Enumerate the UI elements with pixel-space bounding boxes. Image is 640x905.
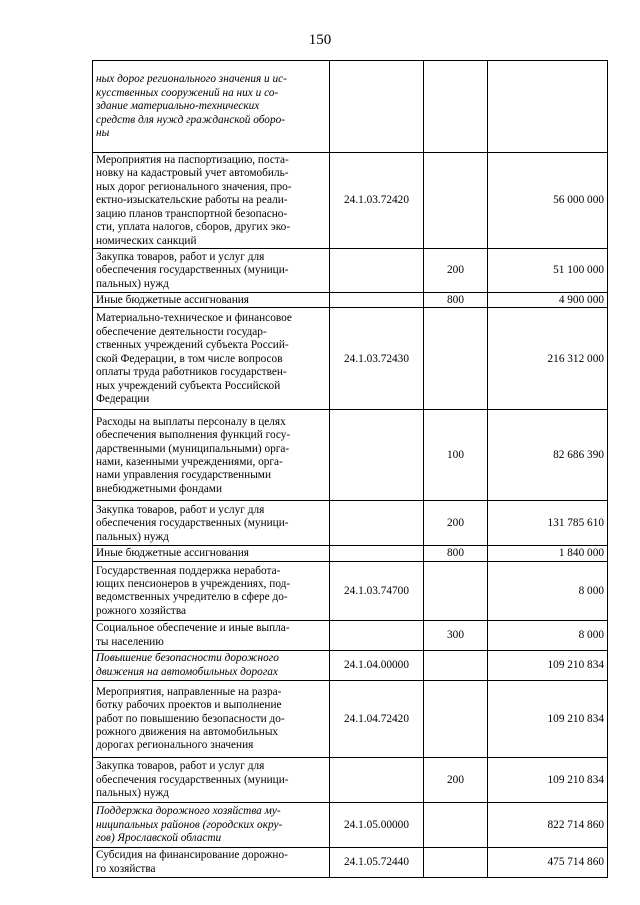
row-name-cell: Закупка товаров, работ и услуг для обеспечения государственных (муници- пальных) нужд bbox=[93, 249, 330, 293]
row-code-cell: 24.1.04.72420 bbox=[330, 680, 424, 757]
table-row bbox=[93, 802, 608, 847]
row-amount-cell: 8 000 bbox=[488, 561, 608, 620]
row-expense-type-cell bbox=[424, 680, 488, 757]
row-code-cell: 24.1.03.72430 bbox=[330, 308, 424, 410]
row-name-cell: Иные бюджетные ассигнования bbox=[93, 293, 330, 308]
row-code-cell bbox=[330, 546, 424, 561]
table-row bbox=[93, 847, 608, 877]
row-expense-type-cell bbox=[424, 61, 488, 153]
table-row bbox=[93, 650, 608, 680]
table-row bbox=[93, 546, 608, 561]
row-code-cell: 24.1.04.00000 bbox=[330, 650, 424, 680]
row-name-cell: Мероприятия на паспортизацию, поста- новку на кадастровый учет автомобиль- ных дорог регионального значения, про- ектно-изыскательские работы на реали- зацию планов транспортной безопасно- сти, уплата налогов, сборов, других эко- номических санкций bbox=[93, 153, 330, 249]
row-amount-cell: 8 000 bbox=[488, 620, 608, 650]
row-code-cell bbox=[330, 293, 424, 308]
table-row bbox=[93, 293, 608, 308]
row-amount-cell bbox=[488, 61, 608, 153]
row-code-cell bbox=[330, 249, 424, 293]
row-expense-type-cell: 100 bbox=[424, 410, 488, 501]
row-name-cell: Повышение безопасности дорожного движения на автомобильных дорогах bbox=[93, 650, 330, 680]
table-row bbox=[93, 410, 608, 501]
table-row bbox=[93, 308, 608, 410]
row-expense-type-cell bbox=[424, 802, 488, 847]
row-expense-type-cell bbox=[424, 561, 488, 620]
row-amount-cell: 4 900 000 bbox=[488, 293, 608, 308]
table-row bbox=[93, 61, 608, 153]
row-code-cell: 24.1.03.72420 bbox=[330, 153, 424, 249]
row-amount-cell: 56 000 000 bbox=[488, 153, 608, 249]
row-amount-cell: 475 714 860 bbox=[488, 847, 608, 877]
row-code-cell bbox=[330, 410, 424, 501]
table-row bbox=[93, 680, 608, 757]
page-number: 150 bbox=[308, 32, 332, 48]
row-code-cell: 24.1.05.72440 bbox=[330, 847, 424, 877]
row-expense-type-cell bbox=[424, 308, 488, 410]
row-amount-cell: 131 785 610 bbox=[488, 501, 608, 546]
row-name-cell: ных дорог регионального значения и ис- кусственных сооружений на них и со- здание материально-технических средств для нужд гражданской оборо- ны bbox=[93, 61, 330, 153]
row-expense-type-cell: 200 bbox=[424, 757, 488, 802]
row-name-cell: Поддержка дорожного хозяйства му- ниципальных районов (городских окру- гов) Ярославской области bbox=[93, 802, 330, 847]
row-name-cell: Иные бюджетные ассигнования bbox=[93, 546, 330, 561]
row-amount-cell: 109 210 834 bbox=[488, 680, 608, 757]
row-expense-type-cell: 800 bbox=[424, 546, 488, 561]
budget-table bbox=[92, 60, 608, 878]
row-name-cell: Расходы на выплаты персоналу в целях обеспечения выполнения функций госу- дарственными (муниципальными) орга- нами, казенными учреждениями, орга- нами управления государственными внебюджетными фондами bbox=[93, 410, 330, 501]
row-amount-cell: 82 686 390 bbox=[488, 410, 608, 501]
table-row bbox=[93, 501, 608, 546]
row-name-cell: Социальное обеспечение и иные выпла- ты населению bbox=[93, 620, 330, 650]
row-amount-cell: 109 210 834 bbox=[488, 650, 608, 680]
table-row bbox=[93, 561, 608, 620]
table-row bbox=[93, 757, 608, 802]
budget-table-body bbox=[93, 61, 608, 878]
row-code-cell: 24.1.05.00000 bbox=[330, 802, 424, 847]
row-name-cell: Закупка товаров, работ и услуг для обеспечения государственных (муници- пальных) нужд bbox=[93, 501, 330, 546]
row-amount-cell: 109 210 834 bbox=[488, 757, 608, 802]
row-name-cell: Государственная поддержка неработа- ющих пенсионеров в учреждениях, под- ведомственных учредителю в сфере до- рожного хозяйства bbox=[93, 561, 330, 620]
row-expense-type-cell: 300 bbox=[424, 620, 488, 650]
row-expense-type-cell bbox=[424, 650, 488, 680]
row-expense-type-cell: 200 bbox=[424, 249, 488, 293]
row-name-cell: Материально-техническое и финансовое обеспечение деятельности государ- ственных учреждений субъекта Россий- ской Федерации, в том числе вопросов оплаты труда работников государствен- ных учреждений субъекта Российской Федерации bbox=[93, 308, 330, 410]
row-code-cell bbox=[330, 501, 424, 546]
row-name-cell: Закупка товаров, работ и услуг для обеспечения государственных (муници- пальных) нужд bbox=[93, 757, 330, 802]
table-row bbox=[93, 153, 608, 249]
table-row bbox=[93, 249, 608, 293]
row-code-cell bbox=[330, 757, 424, 802]
row-amount-cell: 216 312 000 bbox=[488, 308, 608, 410]
row-name-cell: Мероприятия, направленные на разра- ботку рабочих проектов и выполнение работ по повышению безопасности до- рожного движения на автомобильных дорогах регионального значения bbox=[93, 680, 330, 757]
row-code-cell: 24.1.03.74700 bbox=[330, 561, 424, 620]
table-row bbox=[93, 620, 608, 650]
row-name-cell: Субсидия на финансирование дорожно- го хозяйства bbox=[93, 847, 330, 877]
row-amount-cell: 51 100 000 bbox=[488, 249, 608, 293]
row-amount-cell: 822 714 860 bbox=[488, 802, 608, 847]
row-code-cell bbox=[330, 620, 424, 650]
row-expense-type-cell: 200 bbox=[424, 501, 488, 546]
row-expense-type-cell: 800 bbox=[424, 293, 488, 308]
row-expense-type-cell bbox=[424, 847, 488, 877]
row-amount-cell: 1 840 000 bbox=[488, 546, 608, 561]
row-expense-type-cell bbox=[424, 153, 488, 249]
row-code-cell bbox=[330, 61, 424, 153]
